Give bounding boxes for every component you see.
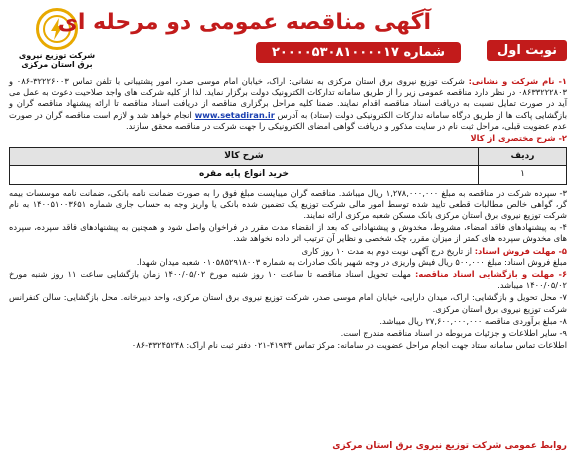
logo-caption: شرکت توزیع نیروی برق استان مرکزی [18,51,96,69]
section-5-text: از تاریخ درج آگهی نوبت دوم به مدت ۱۰ روز کاری [301,245,473,256]
tender-number: شماره ۲۰۰۰۰۵۳۰۸۱۰۰۰۰۱۷ [256,42,461,63]
items-table-header [10,148,567,166]
section-1-text: شرکت توزیع نیروی برق استان مرکزی به نشانی: اراک، خیابان امام موسی صدر، امور پشتیبانی با تلفن تماس ۳۲۲۲۶۰۰۳-۰۸۶ و ۰۸۶۳۳۲۲۲۸۰۳ در نظر دارد مناقصه عمومی زیر را از طریق سامانه تدارکات الکترونیک دولت برگزار نماید. لذا از کلیه شرکت های واجد صلاحیت دعوت به عمل می آید در صورت تمایل نسبت به دریافت اسناد مناقصه اقدام نمایند. ضمنا کلیه مراحل برگزاری مناقصه از دریافت اسناد مناقصه تا ارائه پیشنهاد مناقصه گران و بازگشایی پاکت ها از طریق درگاه سامانه تدارکات الکترونیکی دولت (ستاد) به آدرس [9,76,568,120]
round-badge: نوبت اول [487,40,567,61]
cell-row-number: ۱ [479,166,567,184]
footer-signature: روابط عمومی شرکت توزیع نیروی برق استان مرکزی [332,441,567,451]
notice-header [5,4,571,76]
table-row [10,166,567,184]
section-5-text2: مبلغ فروش اسناد: مبلغ ۵۰۰,۰۰۰ ریال فیش واریزی در وجه شهیر بانک صادرات به شماره ۰۱۰۵۸۵۲۹۱۸۰۰۳ شعبه میدان شهدا. [136,256,567,267]
section-1 [9,76,567,132]
section-4: ۴- به پیشنهادهای فاقد امضاء، مشروط، مخدوش و پیشنهاداتی که بعد از انقضاء مدت مقرر در فراخوان واصل شود و همچنین به پیشنهادهای فاقد سپرده، سپرده های مخدوش سپرده های کمتر از میزان مقرر، چک شخصی و نظایر آن ترتیب اثر داده نخواهد شد. [9,222,567,244]
section-2-label: ۲- شرح مختصری از کالا [470,133,567,144]
notice-title: آگهی مناقصه عمومی دو مرحله ای [57,10,431,35]
section-5 [9,246,567,268]
items-table [9,147,567,184]
header-row-number: ردیف [479,148,567,166]
notice-body [5,76,571,351]
section-3: ۳- سپرده شرکت در مناقصه به مبلغ ۱,۲۷۸,۰۰۰,۰۰۰ ریال میباشد. مناقصه گران میبایست مبلغ فوق را به صورت ضمانت نامه بانکی، ضمانت نامه موسسات بیمه گر، گواهی خالص مطالبات قطعی تایید شده توسط امور مالی شرکت توزیع یک تضمین شده بانکی یا واریز وجه به حساب جاری شماره ۱۴۰۰۵۱۰۰۳۶۵۱ به نام شرکت توزیع نیروی برق استان مرکزی بانک مسکن شعبه مرکزی ارائه نمایند. [9,187,567,221]
contact-info: اطلاعات تماس سامانه ستاد جهت انجام مراحل عضویت در سامانه: مرکز تماس ۴۱۹۳۴-۰۲۱ دفتر ثبت نام اراک: ۳۳۲۴۵۲۴۸-۰۸۶ [131,340,567,351]
section-1-text2: انجام خواهد شد و لازم است مناقصه گران در صورت عدم عضویت قبلی، مراحل ثبت نام در سایت مذکور و دریافت گواهی امضای الکترونیکی را جهت شرکت در مناقصه محقق سازند. [9,109,567,131]
section-1-label: ۱- نام شرکت و نشانی: [468,76,567,86]
section-6-label: ۶- مهلت و بازگشایی اسناد مناقصه: [415,269,568,280]
cell-description: خرید انواع پایه مقره [10,166,479,184]
header-description: شرح کالا [10,148,479,166]
section-9: ۹- سایر اطلاعات و جزئیات مربوطه در اسناد مناقصه مندرج است. [340,328,567,339]
section-6 [9,269,567,291]
section-2 [9,133,567,144]
section-8: ۸- مبلغ برآوردی مناقصه ۲۷,۶۰۰,۰۰۰,۰۰۰ ریال میباشد. [379,315,567,326]
setad-link[interactable]: www.setadiran.ir [194,109,275,120]
section-7: ۷- محل تحویل و بازگشایی: اراک، میدان دارایی، خیابان امام موسی صدر، شرکت توزیع نیروی برق استان مرکزی، واحد دبیرخانه. محل بازگشایی: سالن کنفرانس شرکت توزیع نیروی برق استان مرکزی. [9,292,567,314]
section-5-label: ۵- مهلت فروش اسناد: [474,245,567,256]
section-6-text: مهلت تحویل اسناد مناقصه تا ساعت ۱۰ روز شنبه مورخ ۱۴۰۰/۰۵/۰۲ زمان بازگشایی ساعت ۱۱ روز شنبه مورخ ۱۴۰۰/۰۵/۰۲ میباشد. [9,269,567,291]
